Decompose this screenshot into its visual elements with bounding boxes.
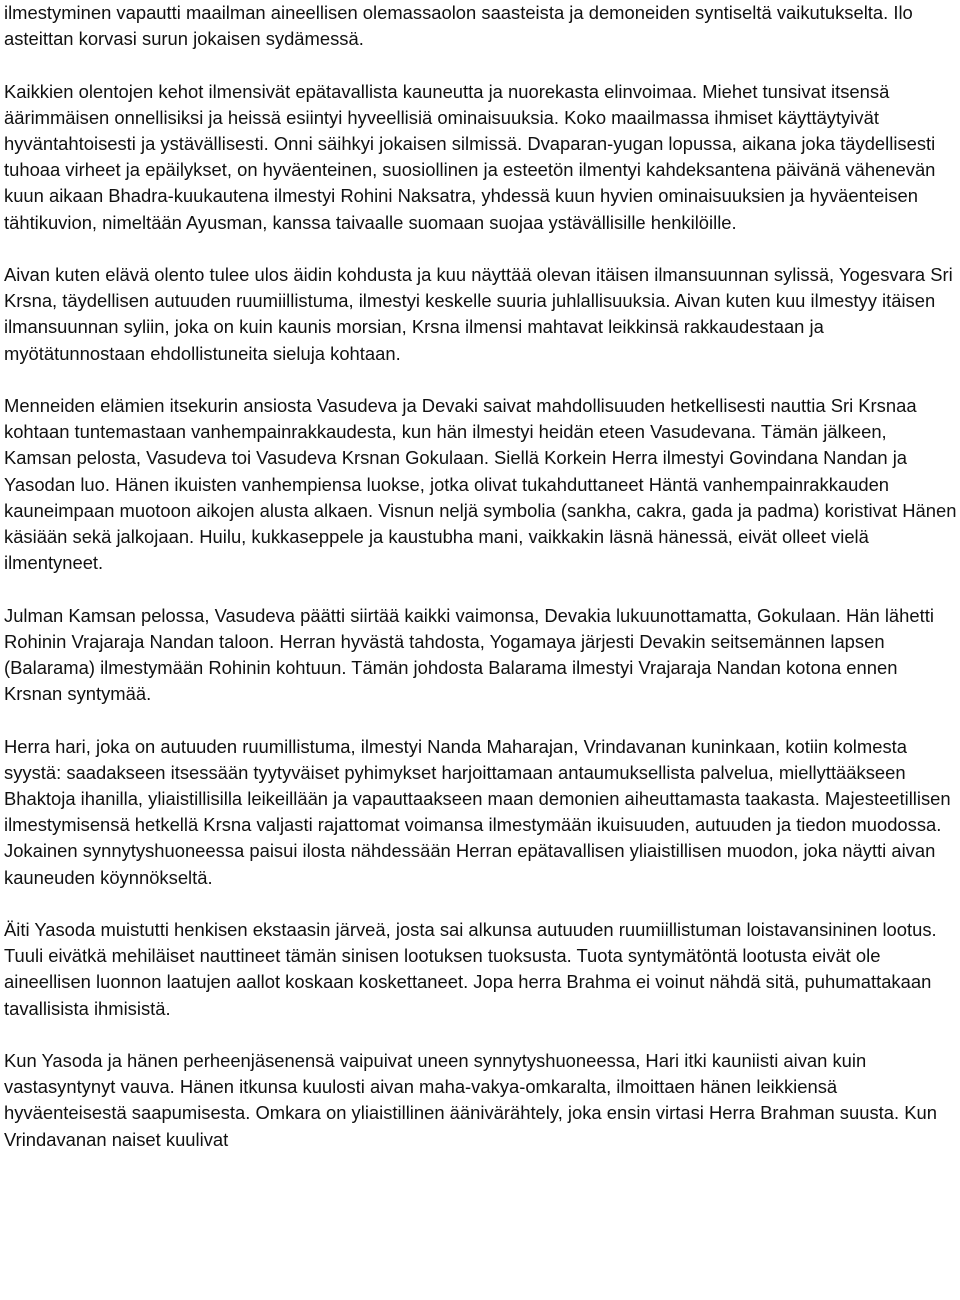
document-body [4, 0, 958, 1179]
paragraph-8: Kun Yasoda ja hänen perheenjäsenensä vaipuivat uneen synnytyshuoneessa, Hari itki kauniisti aivan kuin vastasyntynyt vauva. Hänen itkunsa kuulosti aivan maha-vakya-omkaralta, ilmoittaen hänen leikkiensä hyväenteisestä saapumisesta. Omkara on yliaistillinen äänivärähtely, joka ensin virtasi Herra Brahman suusta. Kun Vrindavanan naiset kuulivat [4, 1050, 937, 1150]
paragraph-5: Julman Kamsan pelossa, Vasudeva päätti siirtää kaikki vaimonsa, Devakia lukuunottamatta, Gokulaan. Hän lähetti Rohinin Vrajaraja Nandan taloon. Herran hyvästä tahdosta, Yogamaya järjesti Devakin seitsemännen lapsen (Balarama) ilmestymään Rohinin kohtuun. Tämän johdosta Balarama ilmestyi Vrajaraja Nandan kotona ennen Krsnan syntymää. [4, 604, 934, 705]
paragraph-2: Kaikkien olentojen kehot ilmensivät epätavallista kauneutta ja nuorekasta elinvoimaa. Miehet tunsivat itsensä äärimmäisen onnellisiksi ja heissä esiintyi hyveellisiä ominaisuuksia. Koko maailmassa ihmiset käyttäytyivät hyväntahtoisesti ja ystävällisesti. Onni säihkyi jokaisen silmissä. Dvaparan-yugan lopussa, aikana joka täydellisesti tuhoaa virheet ja epäilykset, on hyväenteinen, suosiollinen ja esteetön ilmentyi kahdeksantena päivänä vähenevän kuun aikaan Bhadra-kuukautena ilmestyi Rohini Naksatra, yhdessä kuun hyvien ominaisuuksien ja hyväenteisen tähtikuvion, nimeltään Ayusman, kanssa taivaalle suomaan suojaa ystävällisille henkilöille. [4, 80, 936, 233]
paragraph-4: Menneiden elämien itsekurin ansiosta Vasudeva ja Devaki saivat mahdollisuuden hetkellisesti nauttia Sri Krsnaa kohtaan tuntemastaan vanhempainrakkaudesta, kun hän ilmestyi heidän eteen Vasudevana. Tämän jälkeen, Kamsan pelosta, Vasudeva toi Vasudeva Krsnan Gokulaan. Siellä Korkein Herra ilmestyi Govindana Nandan ja Yasodan luo. Hänen ikuisten vanhempiensa luokse, jotka olivat tukahduttaneet Häntä vanhempainrakkauden kauneimpaan muotoon aikojen alusta alkaen. Visnun neljä symbolia (sankha, cakra, gada ja padma) koristivat Hänen käsiään sekä jalkojaan. Huilu, kukkaseppele ja kaustubha mani, vaikkakin läsnä hänessä, eivät olleet vielä ilmentyneet. [4, 395, 957, 574]
paragraph-1: ilmestyminen vapautti maailman aineellisen olemassaolon saasteista ja demoneiden syntiseltä vaikutukselta. Ilo asteittan korvasi surun jokaisen sydämessä. [4, 2, 913, 50]
paragraph-3: Aivan kuten elävä olento tulee ulos äidin kohdusta ja kuu näyttää olevan itäisen ilmansuunnan sylissä, Yogesvara Sri Krsna, täydellisen autuuden ruumiillistuma, ilmestyi keskelle suuria juhlallisuuksia. Aivan kuten kuu ilmestyy itäisen ilmansuunnan syliin, joka on kuin kaunis morsian, Krsna ilmensi mahtavat leikkinsä rakkaudestaan ja myötätunnostaan ehdollistuneita sieluja kohtaan. [4, 264, 953, 364]
paragraph-7: Äiti Yasoda muistutti henkisen ekstaasin järveä, josta sai alkunsa autuuden ruumiillistuman loistavansininen lootus. Tuuli eivätkä mehiläiset nauttineet tämän sinisen lootuksen tuoksusta. Tuota syntymätöntä lootusta eivät ole aineellisen luonnon laatujen aallot koskaan koskettaneet. Jopa herra Brahma ei voinut nähdä sitä, puhumattakaan tavallisista ihmisistä. [4, 919, 937, 1019]
paragraph-6: Herra hari, joka on autuuden ruumillistuma, ilmestyi Nanda Maharajan, Vrindavanan kuninkaan, kotiin kolmesta syystä: saadakseen itsessään tyytyväiset pyhimykset harjoittamaan antaumuksellista palvelua, miellyttääkseen Bhaktoja ihanilla, yliaistillisilla leikeillään ja vapauttaakseen maan demonien aiheuttamasta taakasta. Majesteetillisen ilmestymisensä hetkellä Krsna valjasti rajattomat voimansa ilmestymään ikuisuuden, autuuden ja tiedon muodossa. Jokainen synnytyshuoneessa paisui ilosta nähdessään Herran epätavallisen yliaistillisen muodon, joka näytti aivan kauneuden köynnökseltä. [4, 735, 951, 888]
